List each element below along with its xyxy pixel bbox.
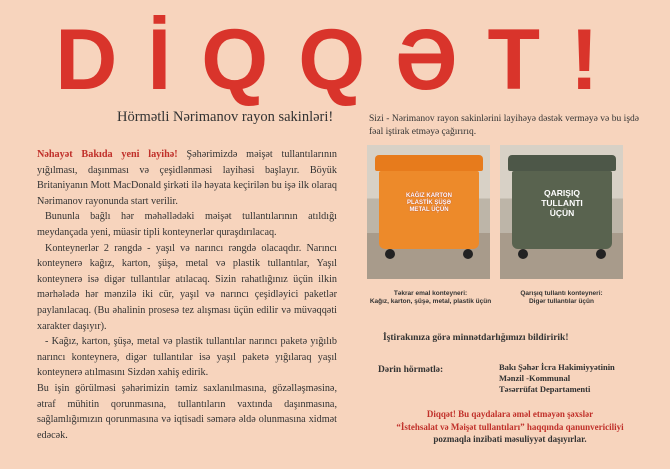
department-line-2: Mənzil -Kommunal: [499, 373, 571, 383]
legal-warning: [370, 408, 650, 446]
orange-caption-title: Təkrar emal konteyneri:: [393, 290, 468, 297]
green-bin-photo: [500, 145, 623, 279]
paragraph-instructions: - Kağız, karton, şüşə, metal və plastik tullantılar narıncı paketə yığılıb narıncı konteynerə, digər tullantılar isə yaşıl paketə yığılaraq yaşıl konteynerə atılmasını Sizdən xahiş edirik.: [37, 336, 337, 379]
warning-line-2: “İstehsalat və Məişət tullantıları” haqqında qanunvericiliyi: [396, 421, 624, 432]
department-line-3: Təsərrüfat Departamenti: [499, 384, 591, 394]
green-bin-label: QARIŞIQ TULLANTI ÜÇÜN: [541, 188, 583, 218]
warning-line-1: Diqqət! Bu qaydalara əməl etməyən şəxslər: [426, 409, 594, 419]
department-line-1: Bakı Şəhər İcra Hakimiyyətinin: [499, 362, 615, 372]
regards-text: Dərin hörmətlə:: [378, 365, 444, 375]
greeting-heading: Hörmətli Nərimanov rayon sakinləri!: [117, 109, 334, 125]
container-photos: [367, 145, 623, 279]
intro-rest: Şəhərimizdə məişət tullantılarının yığılması, daşınması və çeşidlənməsi layihəsi başlayır. Böyük Britaniyanın Mott MacDonald şirkəti ilə həyata keçirilən bu işə ilk olaraq Nərimanov rayonunda start verilir.: [37, 149, 337, 207]
paragraph-containers: Bununla bağlı hər məhəllədəki məişət tullantılarının atıldığı meydançada yeni, müasir tipli konteynerlər quraşdırılacaq.: [37, 211, 337, 238]
department-signature: [499, 362, 615, 395]
paragraph-intro: [37, 147, 337, 209]
green-bin: [512, 157, 612, 259]
orange-bin-photo: [367, 145, 490, 279]
paragraph-colors: Konteynerlər 2 rəngdə - yaşıl və narıncı rəngdə olacaqdır. Narıncı konteynerə kağız, karton, şüşə, metal və plastik tullantılar, Yaşıl konteynerə isə digər tullantılar atılacaq. Sizin rahatlığınız üçün ilkin mərhələdə hər mənzilə iki cür, yaşıl və narıncı çeşidləyici paketlər paylanılacaq. (Bu əhalinin prosesə tez alışması üçün edilir və müvəqqəti xarakter daşıyır).: [37, 242, 337, 332]
page-title: DİQQƏT!: [55, 12, 629, 108]
paragraph-benefits: Bu işin görülməsi şəhərimizin təmiz saxlanılmasına, gözəlləşməsinə, ətraf mühitin qorunmasına, tullantıların vaxtında daşınmasına, sağlamlığımızın qorunmasına və iqtisadi səmərə əldə olunmasına xidmət edəcək.: [37, 382, 337, 441]
green-caption-title: Qarışıq tullantı konteyneri:: [520, 290, 603, 297]
green-caption-desc: Digər tullantılar üçün: [528, 298, 594, 305]
support-call: Sizi - Nərimanov rayon sakinlərini layihəyə dəstək verməyə və bu işdə fəal iştirak etməyə çağırırıq.: [369, 114, 639, 137]
orange-bin-label: KAĞIZ KARTON PLASTİK ŞÜŞƏ METAL ÜÇÜN: [406, 192, 452, 213]
lead-text: Nəhayət Bakıda yeni layihə!: [37, 149, 178, 160]
thanks-text: İştirakınıza görə minnətdarlığımızı bildiririk!: [383, 333, 569, 343]
orange-caption-desc: Kağız, karton, şüşə, metal, plastik üçün: [369, 298, 492, 305]
orange-bin-caption: [369, 290, 492, 306]
announcement-body: [37, 147, 337, 443]
orange-bin: [379, 157, 479, 259]
warning-line-3: pozmaqla inzibati məsuliyyət daşıyırlar.: [433, 434, 587, 444]
green-bin-caption: [500, 290, 623, 306]
